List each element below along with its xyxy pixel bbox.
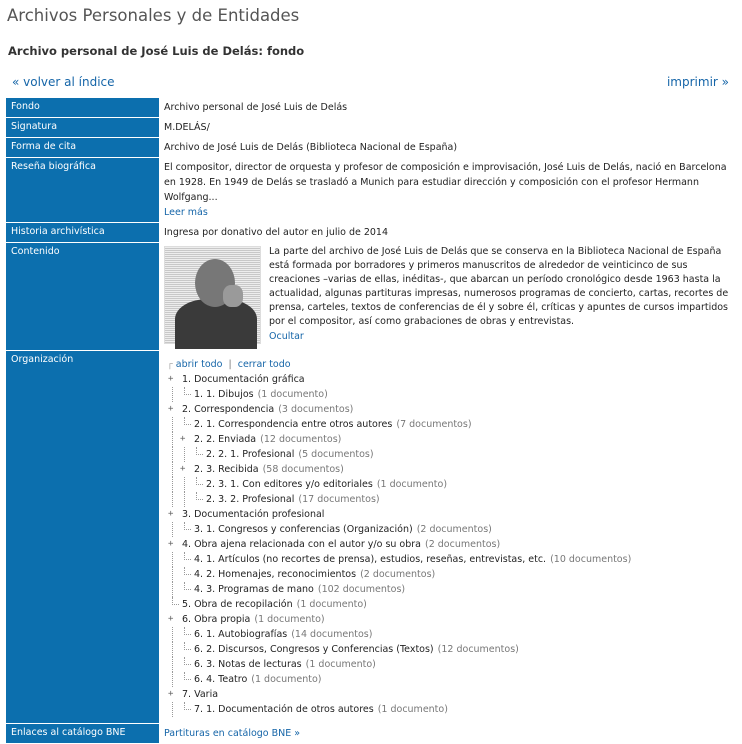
- expand-toggle-icon[interactable]: [167, 612, 179, 627]
- label-resena: Reseña biográfica: [6, 158, 161, 222]
- tree-branch-line: [179, 672, 191, 687]
- tree-node-label[interactable]: 3. Documentación profesional: [182, 509, 325, 520]
- tree-branch-line: [179, 657, 191, 672]
- open-all-link[interactable]: abrir todo: [175, 359, 223, 370]
- tree-node-count: (7 documentos): [396, 419, 472, 430]
- row-organizacion: [6, 351, 733, 723]
- leer-mas-link[interactable]: Leer más: [164, 207, 208, 218]
- expand-toggle-icon[interactable]: [179, 462, 191, 477]
- tree-controls: [167, 357, 730, 372]
- row-contenido: [6, 243, 733, 350]
- tree-node-label[interactable]: 7. 1. Documentación de otros autores: [194, 704, 374, 715]
- expand-toggle-icon[interactable]: [167, 372, 179, 387]
- tree-node[interactable]: [167, 522, 730, 537]
- tree-node-label[interactable]: 2. 3. 1. Con editores y/o editoriales: [206, 479, 373, 490]
- tree-branch-line: [179, 552, 191, 567]
- expand-toggle-icon[interactable]: [167, 507, 179, 522]
- close-all-link[interactable]: cerrar todo: [237, 359, 291, 370]
- tree-node-count: (1 documento): [376, 479, 448, 490]
- tree-node-label[interactable]: 2. 1. Correspondencia entre otros autores: [194, 419, 393, 430]
- tree-guide-line: [167, 702, 179, 717]
- tree-branch-line: [179, 522, 191, 537]
- tree-guide-line: [167, 477, 179, 492]
- tree-guide-line: [167, 642, 179, 657]
- value-fondo: Archivo personal de José Luis de Delás: [161, 98, 733, 117]
- tree-node[interactable]: [167, 387, 730, 402]
- tree-node[interactable]: [167, 582, 730, 597]
- tree-node-label[interactable]: 6. Obra propia: [182, 614, 251, 625]
- tree-controls-separator: |: [228, 359, 232, 370]
- tree-branch-line: [191, 447, 203, 462]
- label-historia: Historia archivística: [6, 223, 161, 242]
- value-historia: Ingresa por donativo del autor en julio de 2014: [161, 223, 733, 242]
- tree-guide-line: [167, 657, 179, 672]
- tree-node-label[interactable]: 2. 3. Recibida: [194, 464, 259, 475]
- tree-node[interactable]: [167, 687, 730, 702]
- tree-node-count: (12 documentos): [260, 434, 342, 445]
- tree-branch-line: [179, 582, 191, 597]
- value-resena: [161, 158, 733, 222]
- tree-guide-line: [179, 447, 191, 462]
- tree-node-label[interactable]: 4. Obra ajena relacionada con el autor y/o su obra: [182, 539, 421, 550]
- tree-node-label[interactable]: 2. 2. Enviada: [194, 434, 257, 445]
- label-contenido: Contenido: [6, 243, 161, 350]
- record-subtitle: Archivo personal de José Luis de Delás: fondo: [8, 44, 305, 58]
- row-resena: [6, 158, 733, 222]
- expand-toggle-icon[interactable]: [167, 402, 179, 417]
- expand-toggle-icon[interactable]: [179, 432, 191, 447]
- tree-node-label[interactable]: 6. 4. Teatro: [194, 674, 248, 685]
- tree-node-count: (58 documentos): [262, 464, 344, 475]
- tree-node-count: (1 documento): [305, 659, 376, 670]
- tree-branch-line: [179, 567, 191, 582]
- tree-guide-line: [167, 672, 179, 687]
- back-to-index-link[interactable]: « volver al índice: [12, 75, 115, 89]
- label-enlaces: Enlaces al catálogo BNE: [6, 724, 161, 743]
- tree-node-label[interactable]: 6. 1. Autobiografías: [194, 629, 288, 640]
- partituras-catalog-link[interactable]: Partituras en catálogo BNE »: [164, 728, 301, 739]
- value-contenido: [161, 243, 733, 350]
- tree-node-count: (1 documento): [254, 614, 325, 625]
- tree-node-count: (1 documento): [296, 599, 367, 610]
- tree-branch-line: [179, 387, 191, 402]
- tree-node-label[interactable]: 6. 3. Notas de lecturas: [194, 659, 302, 670]
- tree-node[interactable]: [167, 537, 730, 552]
- tree-node-count: (12 documentos): [437, 644, 519, 655]
- author-photo: [164, 246, 261, 344]
- tree-guide-line: [167, 567, 179, 582]
- tree-node-count: (2 documentos): [416, 524, 492, 535]
- tree-branch-line: [179, 627, 191, 642]
- value-organizacion: [161, 351, 733, 723]
- tree-branch-line: [191, 477, 203, 492]
- label-fondo: Fondo: [6, 98, 161, 117]
- tree-guide-line: [167, 387, 179, 402]
- row-enlaces: [6, 724, 733, 743]
- tree-node[interactable]: [167, 672, 730, 687]
- row-historia: [6, 223, 733, 242]
- tree-node[interactable]: [167, 372, 730, 387]
- tree-node-label[interactable]: 2. 3. 2. Profesional: [206, 494, 295, 505]
- tree-guide-line: [167, 522, 179, 537]
- tree-branch-line: [179, 642, 191, 657]
- value-forma-cita: Archivo de José Luis de Delás (Biblioteca Nacional de España): [161, 138, 733, 157]
- tree-guide-line: [167, 492, 179, 507]
- expand-toggle-icon[interactable]: [167, 687, 179, 702]
- tree-guide-line: [167, 432, 179, 447]
- tree-node-label[interactable]: 1. Documentación gráfica: [182, 374, 305, 385]
- tree-node-count: (14 documentos): [291, 629, 373, 640]
- tree-node-count: (17 documentos): [298, 494, 380, 505]
- row-fondo: [6, 98, 733, 117]
- row-forma-cita: [6, 138, 733, 157]
- tree-node-label[interactable]: 1. 1. Dibujos: [194, 389, 254, 400]
- tree-node-label[interactable]: 4. 2. Homenajes, reconocimientos: [194, 569, 357, 580]
- tree-node-count: (102 documentos): [317, 584, 406, 595]
- page-title: Archivos Personales y de Entidades: [7, 6, 300, 25]
- tree-node[interactable]: [167, 477, 730, 492]
- tree-node[interactable]: [167, 402, 730, 417]
- tree-guide-line: [167, 627, 179, 642]
- tree-guide-line: [167, 447, 179, 462]
- tree-node[interactable]: [167, 447, 730, 462]
- tree-root-connector: ┌: [167, 359, 173, 370]
- tree-guide-line: [179, 492, 191, 507]
- tree-guide-line: [167, 582, 179, 597]
- label-signatura: Signatura: [6, 118, 161, 137]
- tree-node-count: (1 documento): [257, 389, 328, 400]
- print-link[interactable]: imprimir »: [666, 75, 729, 89]
- tree-node[interactable]: [167, 417, 730, 432]
- tree-guide-line: [179, 477, 191, 492]
- tree-node[interactable]: [167, 432, 730, 447]
- tree-node[interactable]: [167, 462, 730, 477]
- tree-node-count: (1 documento): [251, 674, 322, 685]
- tree-node[interactable]: [167, 567, 730, 582]
- tree-node-count: (2 documentos): [360, 569, 436, 580]
- tree-node-count: (3 documentos): [278, 404, 354, 415]
- tree-guide-line: [167, 417, 179, 432]
- tree-node[interactable]: [167, 657, 730, 672]
- value-signatura: M.DELÁS/: [161, 118, 733, 137]
- tree-node-count: (2 documentos): [425, 539, 501, 550]
- contenido-text: La parte del archivo de José Luis de Delás que se conserva en la Biblioteca Nacional de España está formada por borradores y primeros manuscritos de alrededor de veinticinco de sus creaciones –varias de ellas, inéditas-, que abarcan un período cronológico desde 1963 hasta la actualidad, algunas partituras impresas, numerosos programas de concierto, cartas, recortes de prensa, carteles, textos de conferencias de él y sobre él, críticas y apuntes de cursos impartidos por el compositor, así como grabaciones de obras y entrevistas.: [269, 246, 729, 327]
- tree-node-label[interactable]: 3. 1. Congresos y conferencias (Organización): [194, 524, 413, 535]
- row-signatura: [6, 118, 733, 137]
- tree-branch-line: [167, 597, 179, 612]
- tree-node[interactable]: [167, 552, 730, 567]
- label-forma-cita: Forma de cita: [6, 138, 161, 157]
- record-table: [6, 97, 733, 744]
- tree-node-label[interactable]: 4. 3. Programas de mano: [194, 584, 314, 595]
- tree-node-label[interactable]: 5. Obra de recopilación: [182, 599, 293, 610]
- tree-node-count: (10 documentos): [550, 554, 632, 565]
- label-organizacion: Organización: [6, 351, 161, 723]
- expand-toggle-icon[interactable]: [167, 537, 179, 552]
- tree-node-count: (5 documentos): [298, 449, 374, 460]
- resena-text: El compositor, director de orquesta y profesor de composición e improvisación, José Luis de Delás, nació en Barcelona en 1928. En 1949 de Delás se trasladó a Munich para estudiar dirección y composición con el profesor Hermann Wolfgang...: [164, 162, 727, 203]
- tree-node[interactable]: [167, 627, 730, 642]
- value-enlaces: [161, 724, 733, 743]
- tree-node[interactable]: [167, 702, 730, 717]
- tree-node[interactable]: [167, 612, 730, 627]
- tree-guide-line: [167, 552, 179, 567]
- tree-guide-line: [167, 462, 179, 477]
- tree-node-count: (1 documento): [377, 704, 448, 715]
- tree-node[interactable]: [167, 597, 730, 612]
- tree-node[interactable]: [167, 507, 730, 522]
- tree-branch-line: [179, 417, 191, 432]
- tree-node-label[interactable]: 4. 1. Artículos (no recortes de prensa), estudios, reseñas, entrevistas, etc.: [194, 554, 547, 565]
- tree-node-label[interactable]: 2. 2. 1. Profesional: [206, 449, 295, 460]
- tree-branch-line: [191, 492, 203, 507]
- tree-node-label[interactable]: 6. 2. Discursos, Congresos y Conferencias (Textos): [194, 644, 434, 655]
- tree-node-label[interactable]: 2. Correspondencia: [182, 404, 275, 415]
- organization-tree: [164, 353, 730, 721]
- tree-node-label[interactable]: 7. Varia: [182, 689, 219, 700]
- tree-node[interactable]: [167, 642, 730, 657]
- ocultar-link[interactable]: Ocultar: [269, 331, 304, 342]
- tree-node[interactable]: [167, 492, 730, 507]
- tree-branch-line: [179, 702, 191, 717]
